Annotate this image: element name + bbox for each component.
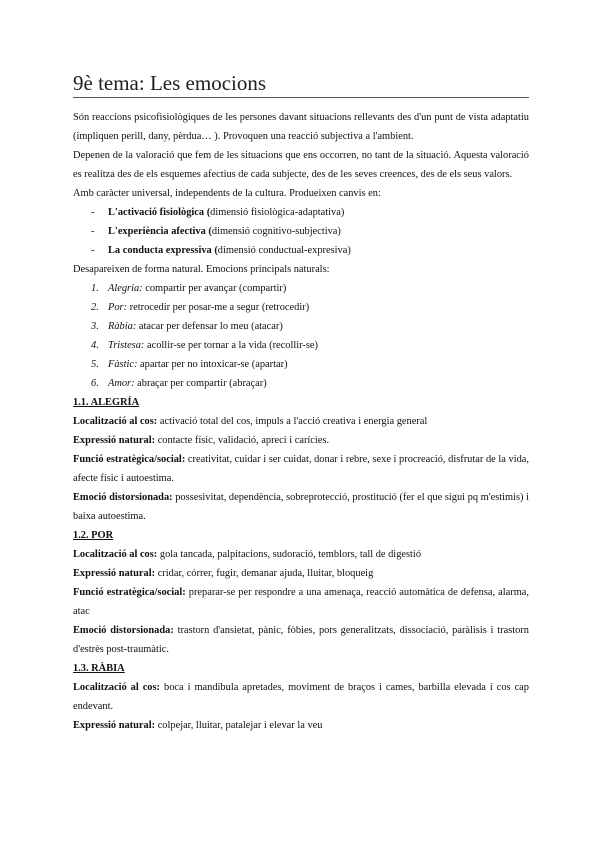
emotions-intro: Desapareixen de forma natural. Emocions principals naturals: [73,264,330,275]
intro-paragraph-3: Amb caràcter universal, independents de la cultura. Produeixen canvis en: [73,188,381,199]
list-item: 1. Alegria: compartir per avançar (compartir) [91,283,287,294]
list-item: 4. Tristesa: acollir-se per tornar a la vida (recollir-se) [91,340,318,351]
section-item: Expressió natural: contacte físic, validació, apreci i carícies. [73,435,330,446]
changes-list [73,203,529,260]
section-heading-alegria: 1.1. ALEGRÍA [73,397,140,408]
section-item: Expressió natural: colpejar, lluitar, patalejar i elevar la veu [73,720,323,731]
list-item: 2. Por: retrocedir per posar-me a segur (retrocedir) [91,302,310,313]
list-item: 5. Fàstic: apartar per no intoxicar-se (apartar) [91,359,288,370]
section-item: Expressió natural: cridar, córrer, fugir, demanar ajuda, lluitar, bloqueig [73,568,374,579]
list-item: 6. Amor: abraçar per compartir (abraçar) [91,378,267,389]
section-item: Localització al cos: boca i mandíbula apretades, moviment de braços i cames, barbilla elevada i cos cap endevant. [73,682,529,712]
list-item: 3. Ràbia: atacar per defensar lo meu (atacar) [91,321,283,332]
section-item: Emoció distorsionada: trastorn d'ansietat, pànic, fòbies, pors generalitzats, dissociació, paràlisis i trastorn d'estrès post-traumàtic. [73,625,529,655]
section-item: Localització al cos: activació total del cos, impuls a l'acció creativa i energia general [73,416,428,427]
list-item: - La conducta expressiva (dimensió conductual-expresiva) [91,241,529,260]
section-item: Emoció distorsionada: possesivitat, dependència, sobreprotecció, prostitució (fer el que sigui pq m'estimis) i baixa autoestima. [73,492,529,522]
intro-paragraph-2: Depenen de la valoració que fem de les situacions que ens occorren, no tant de la situació. Aquesta valoració es realitza des de els esquemes afectius de cada subjecte, des de les seves creences, des de els seus valors. [73,150,529,180]
section-heading-rabia: 1.3. RÀBIA [73,663,125,674]
list-item: - L'experiència afectiva (dimensió cognitivo-subjectiva) [91,222,529,241]
intro-paragraph-1: Són reaccions psicofisiològiques de les persones davant situacions rellevants des d'un punt de vista adaptatiu (impliquen perill, dany, pèrdua… ). Provoquen una reacció subjectiva a l'ambient. [73,112,529,142]
section-item: Localització al cos: gola tancada, palpitacions, sudoració, temblors, tall de digestió [73,549,422,560]
section-item: Funció estratègica/social: creativitat, cuidar i ser cuidat, donar i rebre, sexe i procreació, disfrutar de la vida, afecte físic i autoestima. [73,454,529,484]
section-item: Funció estratègica/social: preparar-se per respondre a una amenaça, reacció automàtica de defensa, alarma, atac [73,587,530,617]
list-item: - L'activació fisiològica (dimensió fisiològica-adaptativa) [91,203,529,222]
section-heading-por: 1.2. POR [73,530,114,541]
page-title: 9è tema: Les emocions [73,70,529,98]
emotions-list [73,279,529,393]
document-page [73,70,529,735]
